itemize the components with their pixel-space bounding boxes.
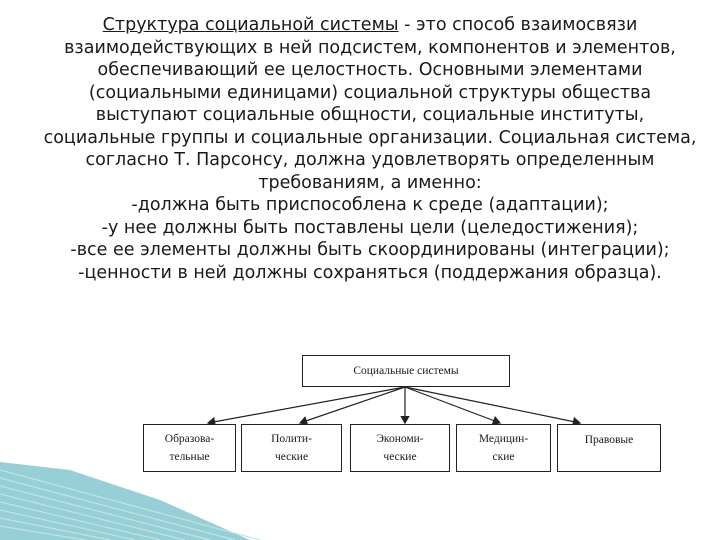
root-box-label: Социальные системы: [353, 365, 459, 377]
box-label-line1: Экономи-: [376, 433, 424, 445]
box-label-line1: Полити-: [271, 433, 312, 445]
connector-politics: [300, 387, 405, 423]
box-economics: [350, 424, 450, 472]
connector-law: [405, 387, 580, 423]
definition-text: - это способ взаимосвязи взаимодействующих в ней подсистем, компонентов и элементов, обеспечивающий ее целостность. Основными элементами (социальными единицами) социальной структуры общества выступают социальные общности, социальные институты, социальные группы и социальные организации. Социальная система, согласно Т. Парсонсу, должна удовлетворять определенным требованиям, а именно:: [43, 15, 697, 193]
box-label-line1: Образова-: [164, 433, 215, 445]
root-box-social-systems: [302, 355, 510, 387]
connector-medicine: [405, 387, 500, 423]
box-label-line2: ские: [492, 451, 515, 463]
box-label-line2: тельные: [169, 451, 210, 463]
term-heading: Структура социальной системы: [102, 15, 399, 35]
box-label-line2: ческие: [274, 451, 309, 463]
requirement-item: -все ее элементы должны быть скоординированы (интеграции);: [70, 240, 670, 260]
box-medicine: [456, 424, 551, 472]
connector-education: [208, 387, 405, 423]
box-law: [557, 424, 661, 472]
box-politics: [241, 424, 342, 472]
box-label-line1: Правовые: [584, 434, 634, 446]
requirement-item: -ценности в ней должны сохраняться (поддержания образца).: [78, 262, 662, 283]
requirement-item: -у нее должны быть поставлены цели (целедостижения);: [101, 217, 639, 238]
requirement-item: -должна быть приспособлена к среде (адаптации);: [131, 195, 609, 215]
box-label-line2: ческие: [383, 451, 417, 463]
box-label-line1: Медицин-: [478, 433, 529, 445]
box-education: [143, 424, 236, 472]
